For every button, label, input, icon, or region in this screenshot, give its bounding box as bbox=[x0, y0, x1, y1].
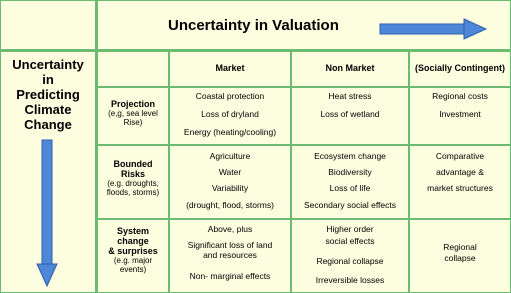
cell-item: Ecosystem change bbox=[314, 151, 386, 161]
cell-projection-non-market bbox=[292, 88, 408, 144]
right-arrow-icon bbox=[380, 19, 486, 39]
cell-item: advantage & bbox=[436, 167, 484, 177]
cell-item: market structures bbox=[427, 183, 493, 193]
cell-item: Investment bbox=[439, 109, 481, 119]
prediction-title-line: in bbox=[42, 72, 54, 87]
row-label-projection bbox=[98, 88, 168, 144]
cell-bounded-social bbox=[410, 146, 510, 218]
row-label-note: (e,g, sea level bbox=[108, 109, 158, 118]
column-header-label: Market bbox=[215, 63, 245, 73]
cell-item: Biodiversity bbox=[328, 167, 372, 177]
cell-bounded-market bbox=[170, 146, 290, 218]
cell-projection-market bbox=[170, 88, 290, 144]
cell-projection-social bbox=[410, 88, 510, 144]
cell-bounded-non-market bbox=[292, 146, 408, 218]
row-label-title: System bbox=[116, 226, 150, 236]
valuation-title: Uncertainty in Valuation bbox=[168, 17, 339, 34]
row-label-system-change bbox=[98, 220, 168, 292]
cell-item: (drought, flood, storms) bbox=[186, 200, 274, 210]
cell-item: social effects bbox=[325, 236, 375, 246]
row-label-title: Risks bbox=[120, 169, 146, 179]
prediction-title-line: Climate bbox=[24, 102, 72, 117]
cell-item: and resources bbox=[203, 250, 257, 260]
row-label-note: Rise) bbox=[123, 118, 143, 127]
prediction-title-line: Change bbox=[24, 117, 72, 132]
cell-item: Higher order bbox=[326, 224, 374, 234]
cell-item: Agriculture bbox=[209, 151, 251, 161]
cell-item: Variability bbox=[211, 183, 249, 193]
row-label-title: Bounded bbox=[113, 159, 153, 169]
cell-system-non-market bbox=[292, 220, 408, 292]
down-arrow-icon bbox=[37, 140, 57, 286]
row-label-title: change bbox=[117, 236, 149, 246]
row-label-note: floods, storms) bbox=[106, 188, 160, 197]
prediction-header bbox=[1, 52, 95, 292]
cell-item: Above, plus bbox=[207, 224, 253, 234]
cell-item: Coastal protection bbox=[195, 91, 265, 101]
cell-item: Energy (heating/cooling) bbox=[183, 127, 277, 137]
row-label-note: (e.g. droughts, bbox=[107, 179, 159, 188]
cell-item: Water bbox=[218, 167, 242, 177]
cell-item: Regional bbox=[443, 242, 477, 252]
column-header-label: Non Market bbox=[325, 63, 375, 73]
cell-item: Comparative bbox=[435, 151, 485, 161]
row-label-note: (e.g. major bbox=[113, 256, 153, 265]
column-header-market bbox=[170, 52, 290, 86]
cell-item: Significant loss of land bbox=[187, 240, 273, 250]
prediction-title-line: Predicting bbox=[16, 87, 80, 102]
row-label-note: events) bbox=[119, 265, 147, 274]
cell-item: Secondary social effects bbox=[304, 200, 396, 210]
cell-item: Loss of wetland bbox=[320, 109, 380, 119]
cell-system-social bbox=[410, 220, 510, 292]
cell-item: Irreversible losses bbox=[315, 275, 385, 285]
cell-item: Loss of life bbox=[329, 183, 371, 193]
column-header-socially-contingent bbox=[410, 52, 510, 86]
row-label-title: Projection bbox=[110, 99, 155, 109]
valuation-header bbox=[98, 1, 510, 49]
row-label-header-blank bbox=[98, 52, 168, 86]
cell-item: Non- marginal effects bbox=[189, 271, 271, 281]
cell-item: Loss of dryland bbox=[201, 109, 259, 119]
column-header-non-market bbox=[292, 52, 408, 86]
row-label-bounded-risks bbox=[98, 146, 168, 218]
cell-item: Regional collapse bbox=[316, 256, 384, 266]
cell-system-market bbox=[170, 220, 290, 292]
prediction-title-line: Uncertainty bbox=[12, 57, 84, 72]
cell-item: collapse bbox=[444, 253, 476, 263]
column-header-label: (Socially Contingent) bbox=[415, 63, 505, 73]
cell-item: Heat stress bbox=[328, 91, 372, 101]
cell-item: Regional costs bbox=[432, 91, 488, 101]
row-label-title: & surprises bbox=[108, 246, 158, 256]
corner-cell bbox=[1, 1, 95, 49]
